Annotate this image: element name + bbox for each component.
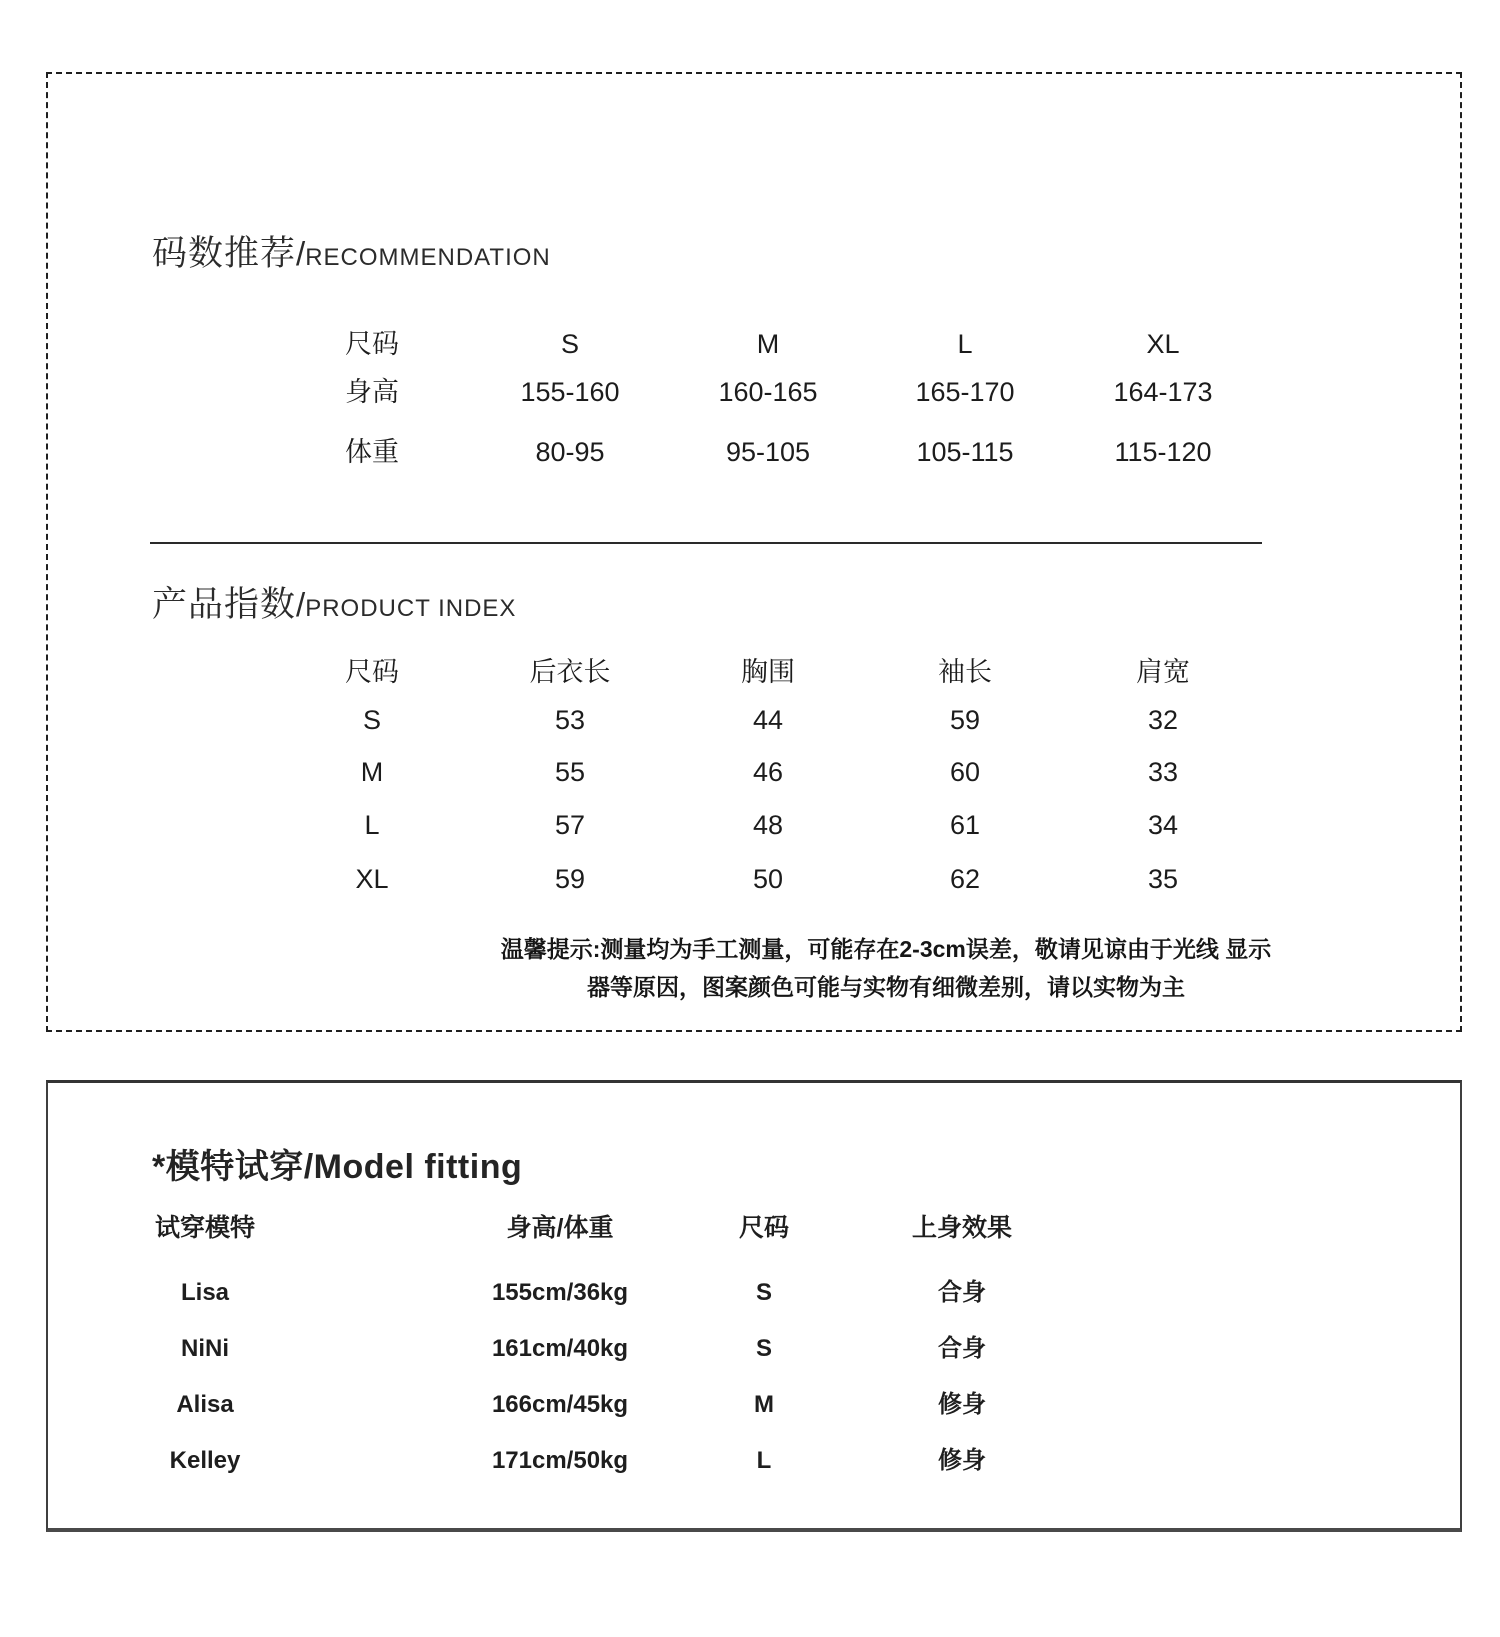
model-size: M <box>754 1391 774 1418</box>
model-fitting-heading: *模特试穿/Model fitting <box>152 1148 523 1186</box>
size-header-row <box>48 321 1460 367</box>
weight-cell: 95-105 <box>725 437 811 467</box>
measurement-note-line2: 器等原因，图案颜色可能与实物有细微差别，请以实物为主 <box>587 974 1185 1000</box>
model-height-weight: 166cm/45kg <box>491 1391 629 1418</box>
measurement-cell: 53 <box>554 705 586 735</box>
model-height-weight: 155cm/36kg <box>491 1279 629 1306</box>
heading-slash: / <box>296 586 306 623</box>
height-cell: 160-165 <box>718 377 818 407</box>
column-header: 后衣长 <box>529 657 611 687</box>
size-cell: M <box>756 329 780 359</box>
row-label: XL <box>355 864 389 894</box>
column-header: 尺码 <box>345 657 399 687</box>
product-index-heading-zh: 产品指数 <box>152 585 297 624</box>
measurement-cell: 62 <box>949 864 981 894</box>
measurement-row-l <box>48 802 1460 848</box>
height-cell: 164-173 <box>1113 377 1213 407</box>
height-cell: 155-160 <box>520 377 620 407</box>
weight-cell: 105-115 <box>916 437 1014 467</box>
section-divider <box>150 542 1262 544</box>
model-height-weight: 161cm/40kg <box>491 1335 629 1362</box>
model-row <box>48 1382 1460 1428</box>
model-fitting-panel <box>46 1080 1462 1532</box>
measurement-cell: 60 <box>949 757 981 787</box>
product-index-heading <box>152 577 516 627</box>
recommendation-heading <box>152 226 551 276</box>
measurement-cell: 35 <box>1147 864 1179 894</box>
model-name: NiNi <box>181 1335 229 1362</box>
model-effect: 修身 <box>938 1391 986 1418</box>
column-header: 身高/体重 <box>506 1214 614 1242</box>
measurement-cell: 44 <box>752 705 784 735</box>
row-label: 身高 <box>345 377 399 407</box>
model-name: Lisa <box>180 1279 230 1306</box>
measurement-cell: 48 <box>752 810 784 840</box>
measurement-cell: 33 <box>1147 757 1179 787</box>
model-effect: 修身 <box>938 1447 986 1474</box>
column-header: 肩宽 <box>1136 657 1190 687</box>
column-header: 袖长 <box>938 657 992 687</box>
measurement-row-m <box>48 749 1460 795</box>
heading-slash: / <box>296 235 306 272</box>
measurement-cell: 50 <box>752 864 784 894</box>
column-header: 尺码 <box>738 1214 790 1242</box>
model-size: S <box>755 1335 773 1362</box>
weight-cell: 115-120 <box>1114 437 1212 467</box>
model-effect: 合身 <box>938 1279 986 1306</box>
row-label: L <box>364 810 380 840</box>
model-fitting-header-row <box>48 1205 1460 1251</box>
model-name: Alisa <box>176 1391 234 1418</box>
measurement-cell: 57 <box>554 810 586 840</box>
measurement-cell: 59 <box>949 705 981 735</box>
column-header: 试穿模特 <box>154 1214 256 1242</box>
recommendation-heading-zh: 码数推荐 <box>152 234 297 273</box>
model-row <box>48 1326 1460 1372</box>
measurement-note-line1: 温馨提示:测量均为手工测量，可能存在2-3cm误差，敬请见谅由于光线 显示 <box>500 936 1272 962</box>
height-cell: 165-170 <box>915 377 1015 407</box>
size-cell: XL <box>1146 329 1180 359</box>
model-effect: 合身 <box>938 1335 986 1362</box>
recommendation-heading-en: RECOMMENDATION <box>305 244 551 271</box>
measurement-cell: 34 <box>1147 810 1179 840</box>
column-header: 胸围 <box>741 657 795 687</box>
row-label: 尺码 <box>345 329 399 359</box>
measurement-cell: 32 <box>1147 705 1179 735</box>
row-label: S <box>362 705 382 735</box>
row-label: 体重 <box>345 437 399 467</box>
measurement-row-xl <box>48 856 1460 902</box>
size-cell: S <box>560 329 580 359</box>
model-row <box>48 1438 1460 1484</box>
measurement-cell: 55 <box>554 757 586 787</box>
column-header: 上身效果 <box>911 1214 1013 1242</box>
measurement-cell: 46 <box>752 757 784 787</box>
model-height-weight: 171cm/50kg <box>491 1447 629 1474</box>
model-name: Kelley <box>169 1447 241 1474</box>
weight-row <box>48 429 1460 475</box>
measurement-cell: 59 <box>554 864 586 894</box>
row-label: M <box>360 757 384 787</box>
height-row <box>48 369 1460 415</box>
measurement-cell: 61 <box>949 810 981 840</box>
size-cell: L <box>957 329 973 359</box>
model-size: L <box>756 1447 772 1474</box>
model-row <box>48 1270 1460 1316</box>
measurement-note <box>450 930 1322 1006</box>
product-index-heading-en: PRODUCT INDEX <box>305 595 517 622</box>
weight-cell: 80-95 <box>535 437 605 467</box>
size-chart-panel <box>46 72 1462 1032</box>
measurement-header-row <box>48 649 1460 695</box>
measurement-row-s <box>48 697 1460 743</box>
model-size: S <box>755 1279 773 1306</box>
